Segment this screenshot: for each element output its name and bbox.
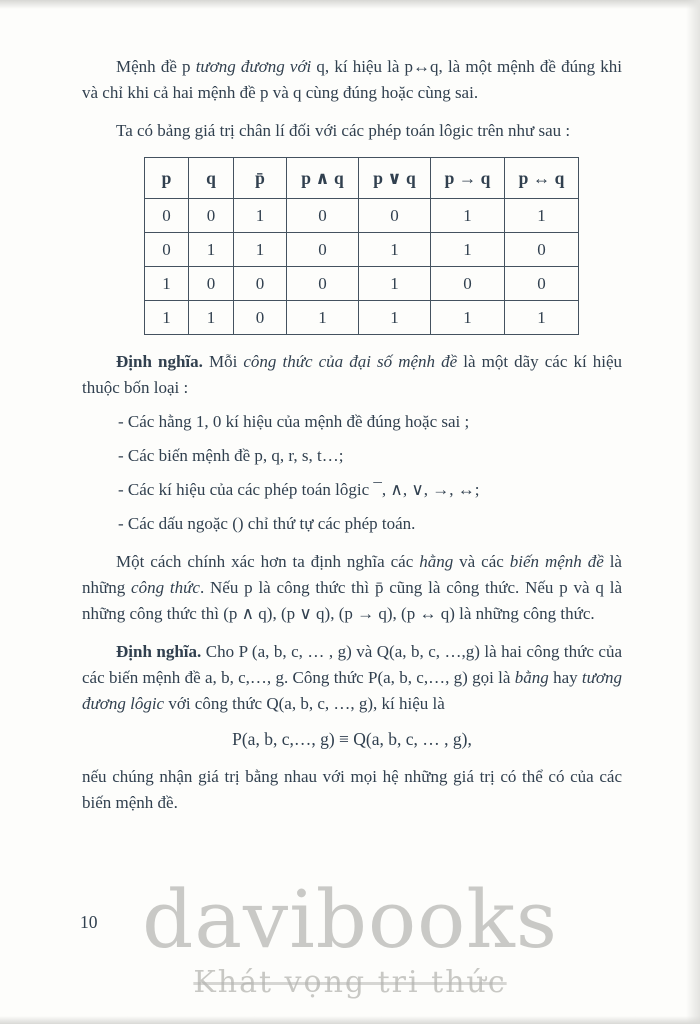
equivalence-formula: P(a, b, c,…, g) ≡ Q(a, b, c, … , g),: [232, 729, 472, 749]
truth-table-cell: 1: [189, 301, 234, 335]
truth-table-cell: 1: [359, 301, 431, 335]
text-run: và các: [453, 552, 510, 571]
truth-table-cell: 1: [431, 233, 505, 267]
truth-table-header-row: [145, 158, 579, 199]
paragraph-closing: nếu chúng nhận giá trị bằng nhau với mọi hệ những giá trị có thể có của các biến mệnh đề.: [82, 767, 622, 812]
truth-table-cell: 1: [145, 267, 189, 301]
scan-edge-top: [0, 0, 700, 9]
truth-table-cell: 1: [359, 233, 431, 267]
text-run: là những: [82, 552, 622, 597]
truth-table-cell: 1: [505, 301, 579, 335]
list-item-constants: - Các hằng 1, 0 kí hiệu của mệnh đề đúng hoặc sai ;: [118, 412, 470, 431]
page-number: 10: [80, 912, 98, 932]
text-run: hay: [548, 668, 582, 687]
truth-table-cell: 1: [359, 267, 431, 301]
truth-table-header: q: [189, 158, 234, 199]
paragraph-equivalence: [82, 54, 622, 106]
truth-table-header: p ↔ q: [505, 158, 579, 199]
text-run-italic: công thức của đại số mệnh đề: [243, 352, 458, 371]
paragraph-intro-table: Ta có bảng giá trị chân lí đối với các phép toán lôgic trên như sau :: [116, 121, 571, 140]
list-item-variables: - Các biến mệnh đề p, q, r, s, t…;: [118, 446, 344, 465]
text-run: Mỗi: [202, 352, 244, 371]
book-page-content: [82, 54, 622, 816]
truth-table-header: p → q: [431, 158, 505, 199]
paragraph-definition-formula: [82, 349, 622, 401]
truth-table-cell: 0: [287, 233, 359, 267]
text-run: - Các kí hiệu của các phép toán lôgic: [118, 480, 374, 499]
paragraph-definition-equal: [82, 639, 622, 717]
truth-table-row: [145, 301, 579, 335]
definition-label: Định nghĩa.: [116, 642, 202, 661]
truth-table-cell: 0: [287, 267, 359, 301]
text-run: q, kí hiệu là p↔q, là một mệnh đề đúng khi và chỉ khi cả hai mệnh đề p và q cùng đúng hoặc cùng sai.: [82, 57, 622, 102]
text-run-italic: công thức: [131, 578, 200, 597]
text-run-italic: biến mệnh đề: [509, 552, 604, 571]
list-item-parentheses: - Các dấu ngoặc () chỉ thứ tự các phép toán.: [118, 514, 416, 533]
text-run-italic: hằng: [419, 552, 454, 571]
truth-table-cell: 1: [234, 199, 287, 233]
logic-operator-symbols: ¯, ∧, ∨, →, ↔;: [373, 480, 480, 499]
truth-table-cell: 1: [505, 199, 579, 233]
truth-table-cell: 1: [287, 301, 359, 335]
text-run: Cho P (a, b, c, … , g) và Q(a, b, c, …,g) là hai công thức của các biến mệnh đề a, b, c,…, g. Công thức P(a, b, c,…, g) gọi là: [82, 642, 622, 687]
text-run: Một cách chính xác hơn ta định nghĩa các: [116, 552, 420, 571]
truth-table-cell: 0: [189, 267, 234, 301]
text-run-italic: bằng: [514, 668, 549, 687]
text-run: với công thức Q(a, b, c, …, g), kí hiệu là: [164, 694, 445, 713]
truth-table-cell: 0: [234, 267, 287, 301]
truth-table: [144, 157, 579, 335]
watermark-logo-text: davibooks: [142, 873, 558, 966]
definition-label: Định nghĩa.: [116, 352, 203, 371]
truth-table-cell: 0: [189, 199, 234, 233]
text-run-italic: tương đương lôgic: [82, 668, 622, 713]
truth-table-cell: 0: [431, 267, 505, 301]
watermark-slogan-text: Khát vọng tri thức: [193, 965, 507, 1000]
truth-table-row: [145, 233, 579, 267]
truth-table-header: p̄: [234, 158, 287, 199]
text-run: Mệnh đề p: [116, 57, 196, 76]
text-run: là một dãy các kí hiệu thuộc bốn loại :: [82, 352, 623, 397]
text-run: . Nếu p là công thức thì p̄ cũng là công thức. Nếu p và q là những công thức thì (p ∧ q), (p ∨ q), (p → q), (p ↔ q) là những công thức.: [82, 578, 622, 623]
watermark: [0, 874, 700, 1000]
truth-table-cell: 0: [359, 199, 431, 233]
truth-table-cell: 1: [189, 233, 234, 267]
scan-edge-bottom: [0, 1016, 700, 1024]
truth-table-header: p: [145, 158, 189, 199]
truth-table-cell: 1: [145, 301, 189, 335]
truth-table-cell: 0: [505, 233, 579, 267]
text-run-italic: tương đương với: [195, 57, 312, 76]
truth-table-cell: 0: [287, 199, 359, 233]
scan-edge-right: [686, 0, 700, 1024]
truth-table-cell: 1: [234, 233, 287, 267]
truth-table-cell: 0: [145, 199, 189, 233]
list-item-operators: [82, 477, 622, 503]
truth-table-cell: 1: [431, 301, 505, 335]
paragraph-precise-definition: [82, 549, 622, 627]
truth-table-cell: 1: [431, 199, 505, 233]
truth-table-header: p ∧ q: [287, 158, 359, 199]
truth-table-cell: 0: [505, 267, 579, 301]
truth-table-cell: 0: [145, 233, 189, 267]
truth-table-row: [145, 267, 579, 301]
truth-table-header: p ∨ q: [359, 158, 431, 199]
truth-table-cell: 0: [234, 301, 287, 335]
truth-table-row: [145, 199, 579, 233]
